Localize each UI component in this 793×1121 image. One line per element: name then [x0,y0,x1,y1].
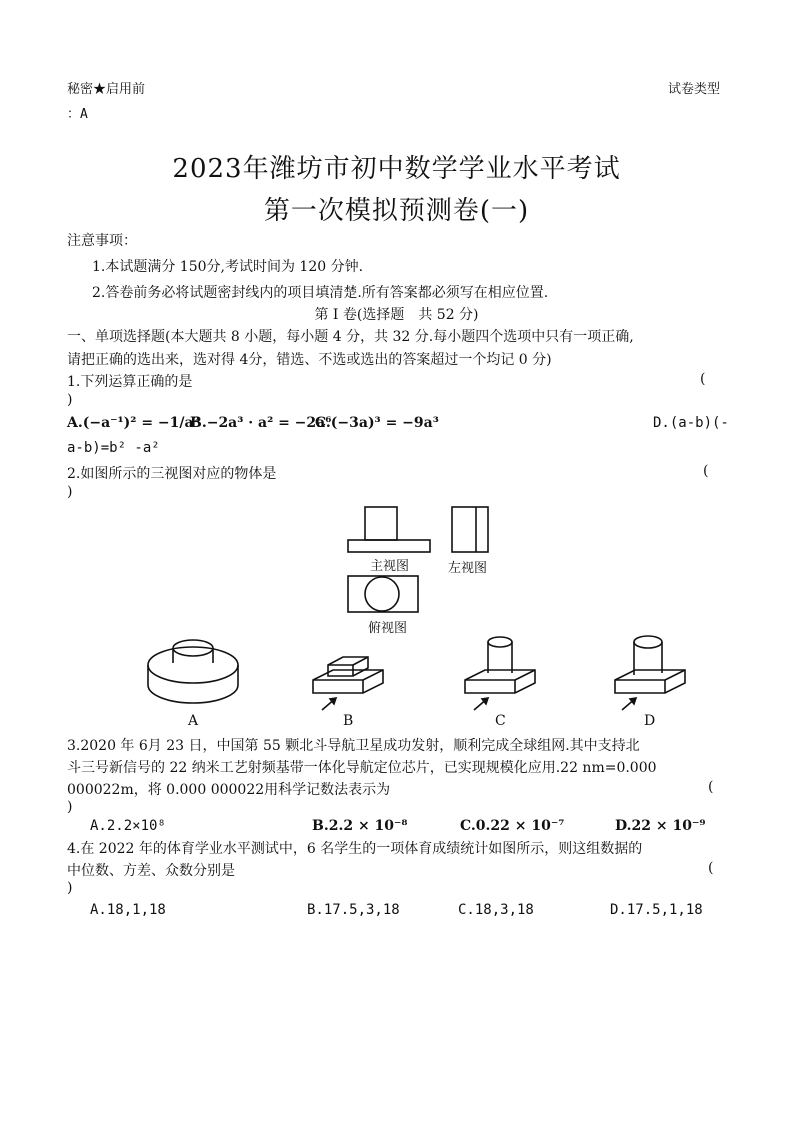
option-a-drawing [148,640,238,703]
front-view-drawing [348,507,430,552]
section-intro-line2: 请把正确的选出来，选对得 4分，错选、不选或选出的答案超过一个均记 0 分) [67,352,552,368]
q3-line2: 斗三号新信号的 22 纳米工艺射频基带一体化导航定位芯片，已实现规模化应用.22 nm=0.000 [67,760,657,776]
top-view-label: 俯视图 [368,621,408,636]
q1-option-a: A.(−a⁻¹)² = −1/a² [67,415,200,431]
left-view-label: 左视图 [448,561,488,576]
q2-paren-open: ( [703,463,709,479]
q3-line3: 000022m，将 0.000 000022用科学记数法表示为 [67,782,391,798]
q3-paren-open: ( [708,779,714,795]
q2-stem: 2.如图所示的三视图对应的物体是 [67,466,277,482]
note-item-1: 1.本试题满分 150分,考试时间为 120 分钟. [92,259,364,275]
q3-option-c: C.0.22 × 10⁻⁷ [460,818,565,834]
q4-paren-open: ( [708,860,714,876]
exam-title: 2023年潍坊市初中数学学业水平考试 [172,154,621,184]
q1-stem: 1.下列运算正确的是 [67,374,193,390]
option-d-drawing [615,636,685,710]
left-view-drawing [452,507,488,552]
note-item-2: 2.答卷前务必将试题密封线内的项目填清楚.所有答案都必须写在相应位置. [92,285,549,301]
q1-paren-open: ( [700,371,706,387]
q1-paren-close: ) [67,392,73,408]
q3-line1: 3.2020 年 6月 23 日，中国第 55 颗北斗导航卫星成功发射，顺利完成全球组网.其中支持北 [67,738,640,754]
exam-subtitle: 第一次模拟预测卷(一) [263,196,530,226]
q1-option-b: B.−2a³ · a² = −2a⁶ [190,415,332,431]
front-view-label: 主视图 [370,559,410,574]
q4-line1: 4.在 2022 年的体育学业水平测试中，6 名学生的一项体育成绩统计如图所示，则这组数据的 [67,841,643,857]
q4-option-b: B.17.5,3,18 [307,902,400,918]
option-d-label: D [644,713,656,729]
option-c-drawing [465,637,535,710]
q4-option-a: A.18,1,18 [90,902,166,918]
q3-paren-close: ) [67,799,73,815]
section-intro-line1: 一、单项选择题(本大题共 8 小题，每小题 4 分，共 32 分.每小题四个选项中只有一项正确, [67,329,634,345]
q4-option-c: C.18,3,18 [458,902,534,918]
top-view-drawing [348,576,418,612]
option-a-label: A [188,713,199,729]
q3-option-a: A.2.2×10⁸ [90,818,166,834]
paper-type-label: 试卷类型 [668,82,721,97]
q4-line2: 中位数、方差、众数分别是 [67,863,235,879]
option-b-drawing [313,657,383,710]
q3-option-b: B.2.2 × 10⁻⁸ [312,818,408,834]
option-c-label: C [495,713,506,729]
q4-paren-close: ) [67,880,73,896]
q3-option-d: D.22 × 10⁻⁹ [615,818,706,834]
confidential-label: 秘密★启用前 [67,82,146,97]
q1-option-d-part1: D.(a-b)(- [653,415,729,431]
q1-option-d-part2: a-b)=b² -a² [67,440,160,456]
paper-type-value: ：A [67,107,88,122]
q2-paren-close: ) [67,484,73,500]
notes-heading: 注意事项： [67,233,137,249]
option-b-label: B [343,713,354,729]
q4-option-d: D.17.5,1,18 [610,902,703,918]
section-heading: 第 Ⅰ 卷(选择题 共 52 分) [314,307,479,323]
q1-option-c: C.(−3a)³ = −9a³ [315,415,439,431]
